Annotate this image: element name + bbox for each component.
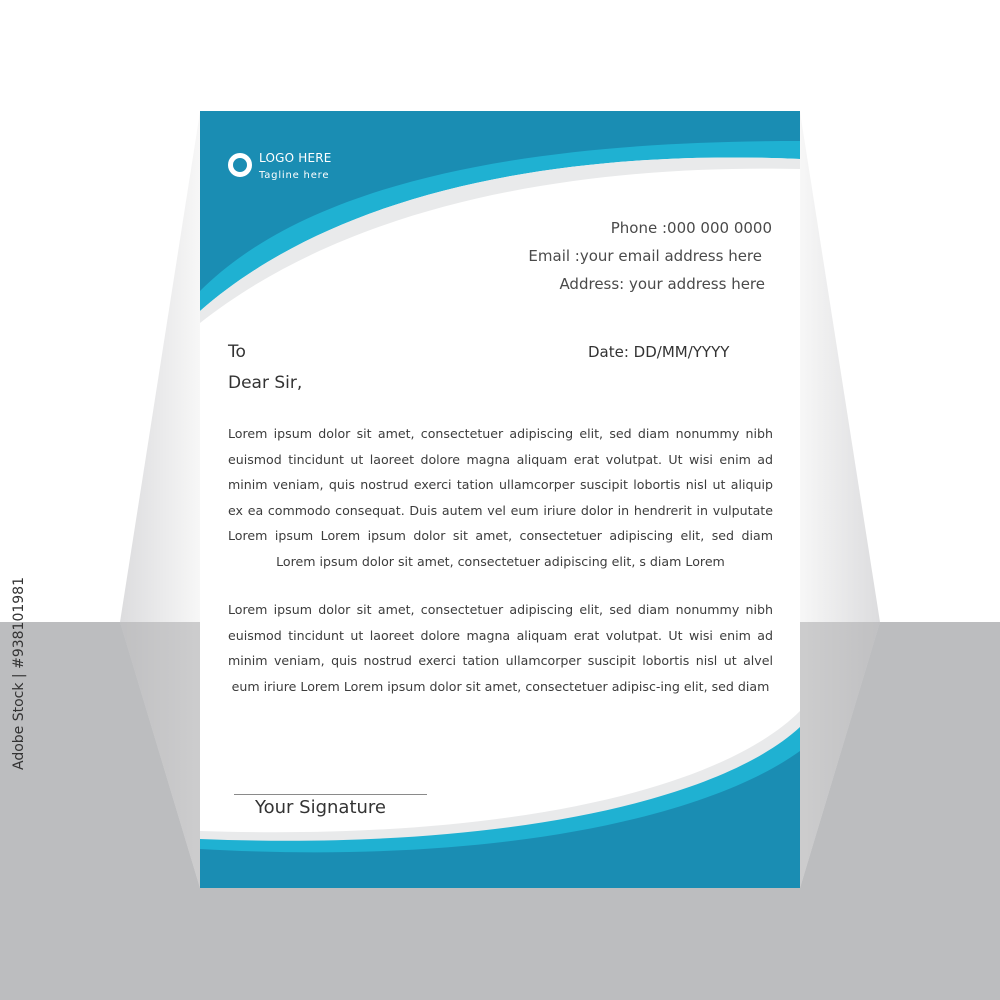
date-field: Date: DD/MM/YYYY	[588, 343, 730, 361]
logo-title: LOGO HERE	[259, 151, 332, 165]
contact-phone: Phone :000 000 0000	[610, 219, 772, 237]
letterhead-page	[200, 111, 800, 888]
logo-ring-icon	[228, 153, 252, 177]
signature-label: Your Signature	[255, 797, 386, 818]
contact-email: Email :your email address here	[528, 247, 762, 265]
salutation: Dear Sir,	[228, 373, 303, 393]
body-paragraph-1: Lorem ipsum dolor sit amet, consectetuer adipiscing elit, sed diam nonummy nibh euismod tincidunt ut laoreet dolore magna aliquam erat volutpat. Ut wisi enim ad minim veniam, quis nostrud exerci tation ullamcorper suscipit lobortis nisl ut aliquip ex ea commodo consequat. Duis autem vel eum iriure dolor in hendrerit in vulputate Lorem ipsum Lorem ipsum dolor sit amet, consectetuer adipiscing elit, sed diam Lorem ipsum dolor sit amet, consectetuer adipiscing elit, s diam Lorem	[228, 426, 773, 569]
stock-id-label: Adobe Stock | #938101981	[11, 577, 27, 770]
logo-tagline: Tagline here	[259, 170, 330, 181]
recipient-to: To	[228, 342, 246, 362]
contact-address: Address: your address here	[559, 275, 765, 293]
body-paragraph-2: Lorem ipsum dolor sit amet, consectetuer adipiscing elit, sed diam nonummy nibh euismod tincidunt ut laoreet dolore magna aliquam erat volutpat. Ut wisi enim ad minim veniam, quis nostrud exerci tation ullamcorper suscipit lobortis nisl ut alvel eum iriure Lorem Lorem ipsum dolor sit amet, consectetuer adipisc-ing elit, sed diam	[228, 602, 773, 694]
signature-line	[234, 794, 427, 795]
